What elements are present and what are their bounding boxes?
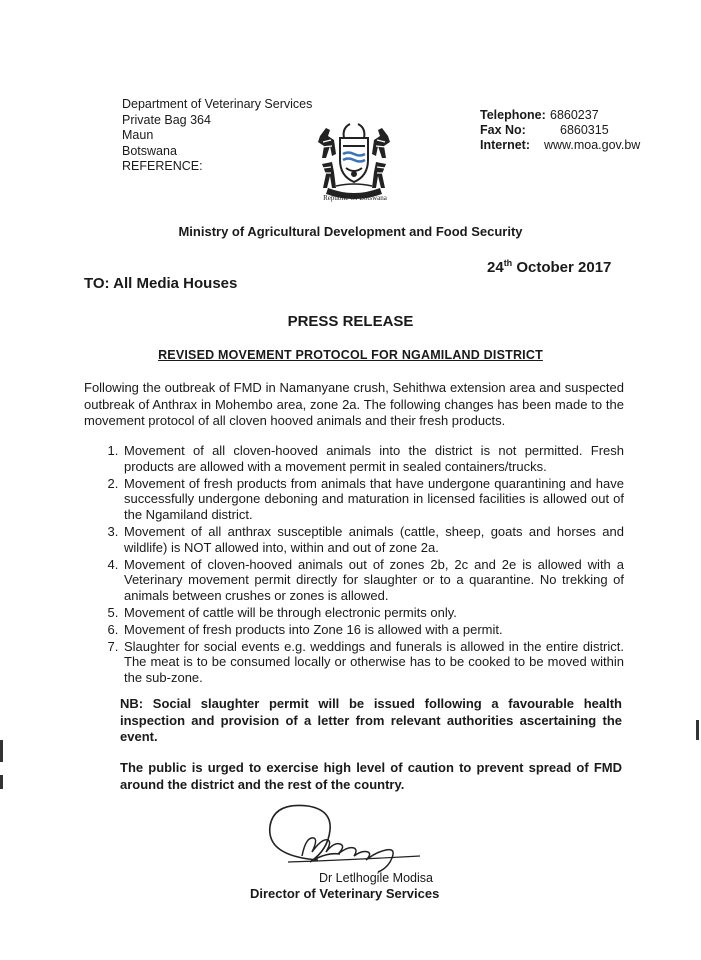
fax-label: Fax No: [480, 123, 526, 137]
list-item: 7. Slaughter for social events e.g. weddings and funerals is allowed in the entire district. The meat is to be consumed locally or otherwise has to be cooked to be moved within the sub-zone. [122, 639, 624, 686]
date-rest: October 2017 [512, 259, 612, 276]
reference-label: REFERENCE: [122, 159, 203, 173]
signatory-name: Dr Letlhogile Modisa [319, 871, 433, 885]
signatory-title: Director of Veterinary Services [250, 886, 440, 901]
sender-address [122, 97, 312, 175]
ministry-name: Ministry of Agricultural Development and Food Security [178, 224, 523, 239]
public-notice: The public is urged to exercise high level of caution to prevent spread of FMD around the district and the rest of the country. [120, 760, 622, 792]
address-line: Maun [122, 128, 154, 142]
contact-details [480, 108, 640, 153]
date-day: 24 [487, 259, 504, 276]
list-item: 4. Movement of cloven-hooved animals out of zones 2b, 2c and 2e is allowed with a Veterinary movement permit directly for slaughter or to a quarantine. No trekking of animals between crushes or zones is allowed. [122, 557, 624, 604]
list-item: 1. Movement of all cloven-hooved animals into the district is not permitted. Fresh products are allowed with a movement permit in sealed containers/trucks. [122, 443, 624, 475]
subject-heading: REVISED MOVEMENT PROTOCOL FOR NGAMILAND DISTRICT [158, 348, 543, 362]
fax-value: 6860315 [560, 123, 609, 137]
list-item: 2. Movement of fresh products from animals that have undergone quarantining and have successfully undergone deboning and maturation in licensed facilities is allowed out of the Ngamiland district. [122, 476, 624, 523]
internet-value: www.moa.gov.bw [544, 138, 641, 152]
recipient-line: TO: All Media Houses [84, 275, 238, 292]
scan-edge-mark [0, 775, 3, 789]
list-item: 5. Movement of cattle will be through electronic permits only. [122, 605, 624, 621]
list-item: 3. Movement of all anthrax susceptible animals (cattle, sheep, goats and horses and wildlife) is NOT allowed into, within and out of zone 2a. [122, 524, 624, 556]
nb-note: NB: Social slaughter permit will be issued following a favourable health inspection and provision of a letter from relevant authorities ascertaining the event. [120, 696, 622, 744]
address-line: Department of Veterinary Services [122, 97, 313, 111]
address-line: Botswana [122, 143, 177, 158]
coat-of-arms-icon [306, 116, 402, 206]
handwritten-signature [258, 798, 438, 880]
intro-paragraph: Following the outbreak of FMD in Namanyane crush, Sehithwa extension area and suspected outbreak of Anthrax in Mohembo area, zone 2a. The following changes has been made to the movement protocol of all cloven hooved animals and their fresh products. [84, 380, 624, 428]
telephone-label: Telephone: [480, 108, 546, 122]
page-title: PRESS RELEASE [287, 313, 414, 330]
internet-label: Internet: [480, 138, 530, 152]
scan-edge-mark [0, 740, 3, 762]
protocol-list [84, 443, 624, 687]
date-suffix: th [503, 258, 513, 268]
crest-caption: Republic Of Botswana [323, 194, 387, 202]
scan-edge-mark [696, 720, 699, 740]
address-line: Private Bag 364 [122, 112, 211, 127]
release-date [487, 258, 611, 276]
telephone-value: 6860237 [550, 108, 599, 122]
list-item: 6. Movement of fresh products into Zone 16 is allowed with a permit. [122, 622, 624, 638]
